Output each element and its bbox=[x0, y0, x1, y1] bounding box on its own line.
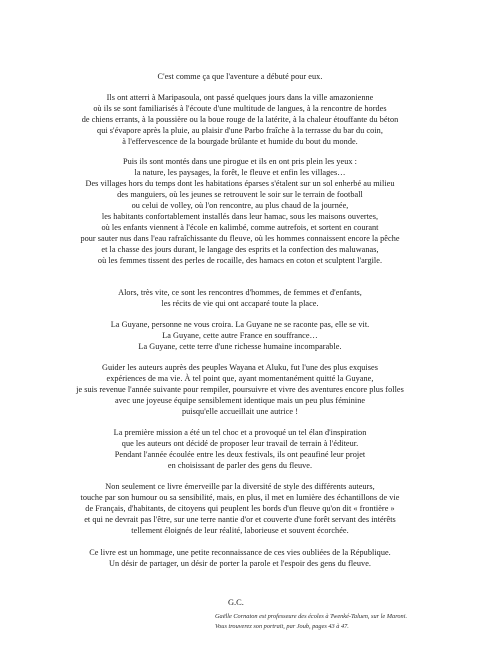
text-line: expériences de ma vie. À tel point que, ayant momentanément quitté la Guyane, bbox=[106, 374, 374, 383]
text-line: que les auteurs ont décidé de proposer leur travail de terrain à l'éditeur. bbox=[121, 439, 359, 448]
text-line: La Guyane, cette terre d'une richesse humaine incomparable. bbox=[138, 342, 342, 351]
text-line: C'est comme ça que l'aventure a débuté pour eux. bbox=[157, 72, 323, 81]
text-line: Ils ont atterri à Maripasoula, ont passé quelques jours dans la ville amazonienne bbox=[106, 93, 374, 102]
paragraph-guyane bbox=[0, 319, 480, 352]
text-line: Guider les auteurs auprès des peuples Wayana et Aluku, fut l'une des plus exquises bbox=[102, 363, 378, 372]
text-line: La Guyane, cette autre France en souffrance… bbox=[162, 331, 318, 340]
text-line: La première mission a été un tel choc et a provoqué un tel élan d'inspiration bbox=[113, 428, 367, 437]
text-line: puisqu'elle accueillait une autrice ! bbox=[181, 407, 299, 416]
text-line: de Français, d'habitants, de citoyens qui peuplent les bords d'un fleuve qu'on dit « frontière » bbox=[85, 504, 395, 513]
text-line: Puis ils sont montés dans une pirogue et ils en ont pris plein les yeux : bbox=[123, 157, 357, 166]
paragraph-villages bbox=[0, 156, 480, 266]
text-line: je suis revenue l'année suivante pour rempiler, poursuivre et vivre des aventures encore plus folles bbox=[76, 385, 404, 394]
paragraph-arrival bbox=[0, 92, 480, 147]
paragraph-tribute bbox=[0, 547, 480, 569]
text-line: les récits de vie qui ont accaparé toute la place. bbox=[161, 299, 319, 308]
paragraph-book bbox=[0, 481, 480, 536]
text-line: des manguiers, où les jeunes se retrouvent le soir sur le terrain de football bbox=[117, 190, 363, 199]
text-line: les habitants confortablement installés dans leur hamac, sous les maisons ouvertes, bbox=[101, 212, 379, 221]
text-line: où les enfants viennent à l'école en kalimbé, comme autrefois, et sortent en courant bbox=[101, 223, 379, 232]
text-line: pour sauter nus dans l'eau rafraîchissante du fleuve, où les hommes connaissent encore la pêche bbox=[80, 234, 400, 243]
author-note bbox=[215, 612, 407, 632]
text-line: en choisissant de parler des gens du fleuve. bbox=[167, 461, 313, 470]
text-line: Un désir de partager, un désir de porter la parole et l'espoir des gens du fleuve. bbox=[109, 559, 371, 568]
signature: G.C. bbox=[228, 598, 244, 607]
text-line: Alors, très vite, ce sont les rencontres d'hommes, de femmes et d'enfants, bbox=[118, 288, 362, 297]
text-line: Ce livre est un hommage, une petite reconnaissance de ces vies oubliées de la République. bbox=[89, 548, 391, 557]
text-line: touche par son humour ou sa sensibilité, mais, en plus, il met en lumière des échantillons de vie bbox=[80, 493, 400, 502]
text-line: La Guyane, personne ne vous croira. La Guyane ne se raconte pas, elle se vit. bbox=[110, 320, 370, 329]
text-line: la nature, les paysages, la forêt, le fleuve et enfin les villages… bbox=[134, 168, 346, 177]
paragraph-guide bbox=[0, 362, 480, 417]
intro-paragraph bbox=[0, 71, 480, 82]
text-line: Non seulement ce livre émerveille par la diversité de style des différents auteurs, bbox=[105, 482, 375, 491]
text-line: où les femmes tissent des perles de rocaille, des hamacs en coton et sculptent l'argile. bbox=[97, 256, 383, 265]
paragraph-mission bbox=[0, 427, 480, 471]
text-line: ou celui de volley, où l'on rencontre, au plus chaud de la journée, bbox=[131, 201, 349, 210]
text-line: où ils se sont familiarisés à l'écoute d'une multitude de langues, à la rencontre de hordes bbox=[93, 104, 387, 113]
text-line: qui s'évapore après la pluie, au plaisir d'une Parbo fraîche à la terrasse du bar du coin, bbox=[97, 126, 383, 135]
paragraph-encounters bbox=[0, 287, 480, 309]
text-line: de chiens errants, à la poussière ou la boue rouge de la latérite, à la chaleur étouffante du béton bbox=[81, 115, 399, 124]
text-line: Des villages hors du temps dont les habitations éparses s'étalent sur un sol enherbé au milieu bbox=[85, 179, 395, 188]
author-note-line: Gaëlle Cornaton est professeure des écoles à Twenké-Taluen, sur le Maroni. bbox=[215, 613, 408, 620]
text-line: et la chasse des jours durant, le langage des esprits et la confection des maluwanas, bbox=[101, 245, 379, 254]
text-line: à l'effervescence de la bourgade brûlante et humide du bout du monde. bbox=[122, 137, 358, 146]
text-line: Pendant l'année écoulée entre les deux festivals, ils ont peaufiné leur projet bbox=[114, 450, 366, 459]
text-line: avec une joyeuse équipe sensiblement identique mais un peu plus féminine bbox=[114, 396, 366, 405]
text-line: et qui ne devrait pas l'être, sur une terre nantie d'or et couverte d'une forêt servant des intérêts bbox=[84, 515, 396, 524]
author-note-line: Vous trouverez son portrait, par Joub, pages 43 à 47. bbox=[215, 623, 349, 630]
text-line: tellement éloignés de leur réalité, laborieuse et souvent écorchée. bbox=[131, 526, 349, 535]
